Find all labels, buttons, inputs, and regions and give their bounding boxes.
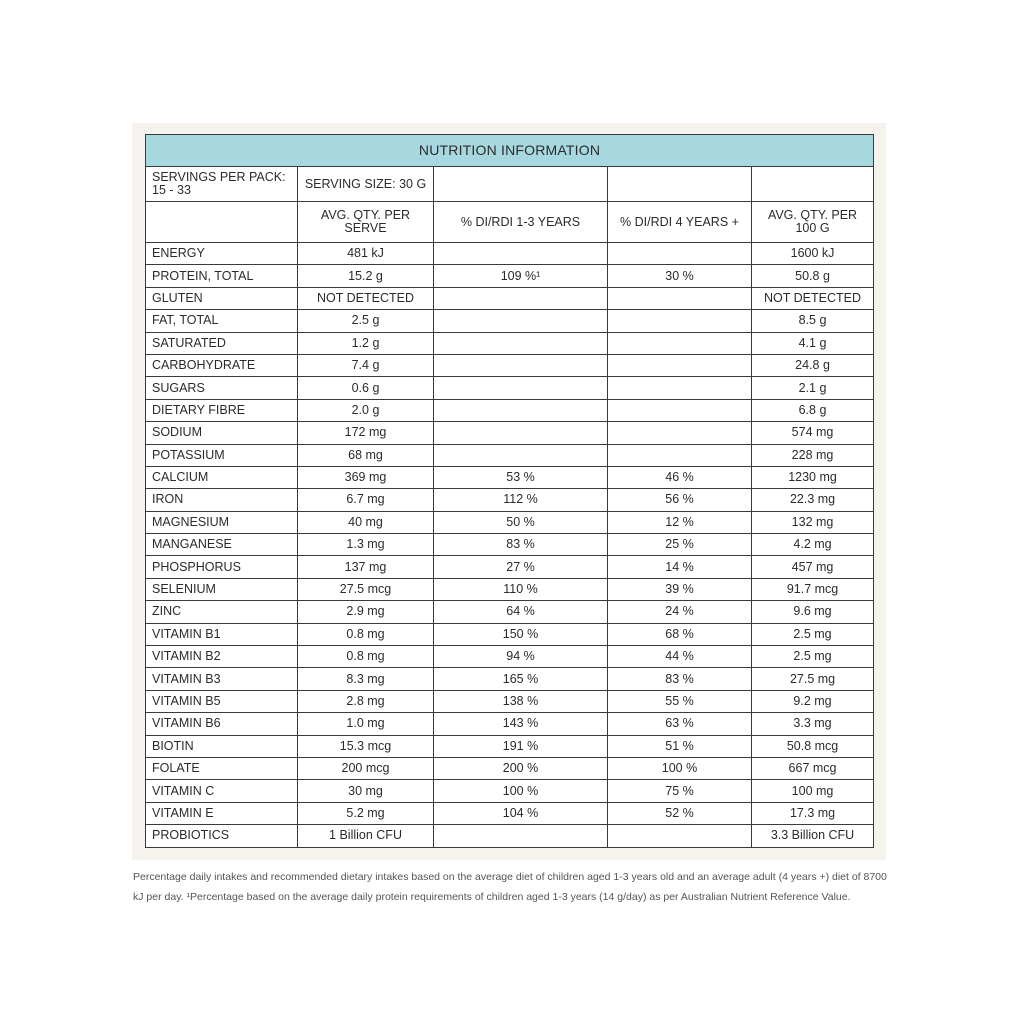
rdi-1-3-years-value [434, 287, 608, 309]
rdi-4-years-plus-value: 68 % [608, 623, 752, 645]
per-100g-value: 3.3 mg [752, 713, 874, 735]
nutrient-name: PROBIOTICS [146, 825, 298, 847]
rdi-1-3-years-value [434, 310, 608, 332]
rdi-1-3-years-value: 110 % [434, 578, 608, 600]
table-row [146, 690, 874, 712]
per-serve-value: 8.3 mg [298, 668, 434, 690]
rdi-4-years-plus-value [608, 332, 752, 354]
nutrient-name: SATURATED [146, 332, 298, 354]
footnote: Percentage daily intakes and recommended dietary intakes based on the average diet of children aged 1-3 years old and an average adult (4 years +) diet of 8700 kJ per day. ¹Percentage based on the average daily protein requirements of children aged 1-3 years (14 g/day) as per Australian Nutrient Reference Value. [133, 871, 887, 903]
per-100g-value: 2.1 g [752, 377, 874, 399]
serving-size: SERVING SIZE: 30 G [298, 167, 434, 202]
rdi-1-3-years-value: 53 % [434, 466, 608, 488]
nutrient-name: ZINC [146, 601, 298, 623]
nutrient-name: CALCIUM [146, 466, 298, 488]
table-row [146, 287, 874, 309]
rdi-1-3-years-value: 191 % [434, 735, 608, 757]
nutrient-name: VITAMIN B6 [146, 713, 298, 735]
per-100g-value: 132 mg [752, 511, 874, 533]
table-row [146, 556, 874, 578]
nutrient-name: FOLATE [146, 757, 298, 779]
nutrient-name: SELENIUM [146, 578, 298, 600]
nutrient-name: MAGNESIUM [146, 511, 298, 533]
per-100g-value: 9.6 mg [752, 601, 874, 623]
rdi-4-years-plus-value [608, 399, 752, 421]
rdi-4-years-plus-value [608, 825, 752, 847]
rdi-4-years-plus-value: 52 % [608, 802, 752, 824]
per-100g-value: 667 mcg [752, 757, 874, 779]
per-serve-value: 68 mg [298, 444, 434, 466]
column-header-per-serve: AVG. QTY. PER SERVE [298, 202, 434, 243]
table-row [146, 802, 874, 824]
per-serve-value: 15.2 g [298, 265, 434, 287]
rdi-1-3-years-value: 94 % [434, 646, 608, 668]
table-row [146, 265, 874, 287]
per-serve-value: 15.3 mcg [298, 735, 434, 757]
per-serve-value: 0.6 g [298, 377, 434, 399]
nutrient-name: VITAMIN E [146, 802, 298, 824]
rdi-1-3-years-value: 165 % [434, 668, 608, 690]
per-serve-value: 0.8 mg [298, 623, 434, 645]
rdi-4-years-plus-value: 56 % [608, 489, 752, 511]
per-100g-value: 228 mg [752, 444, 874, 466]
table-row [146, 713, 874, 735]
per-100g-value: 4.2 mg [752, 534, 874, 556]
nutrition-information-table [145, 134, 874, 848]
rdi-4-years-plus-value [608, 422, 752, 444]
table-row [146, 578, 874, 600]
per-serve-value: 1.0 mg [298, 713, 434, 735]
rdi-4-years-plus-value: 30 % [608, 265, 752, 287]
rdi-4-years-plus-value: 39 % [608, 578, 752, 600]
nutrient-name: GLUTEN [146, 287, 298, 309]
rdi-4-years-plus-value [608, 377, 752, 399]
per-serve-value: 30 mg [298, 780, 434, 802]
rdi-1-3-years-value: 109 %¹ [434, 265, 608, 287]
rdi-1-3-years-value [434, 377, 608, 399]
rdi-1-3-years-value [434, 422, 608, 444]
rdi-1-3-years-value: 50 % [434, 511, 608, 533]
table-row [146, 601, 874, 623]
table-row [146, 735, 874, 757]
per-serve-value: 200 mcg [298, 757, 434, 779]
per-serve-value: NOT DETECTED [298, 287, 434, 309]
per-serve-value: 172 mg [298, 422, 434, 444]
per-100g-value: 91.7 mcg [752, 578, 874, 600]
rdi-4-years-plus-value: 46 % [608, 466, 752, 488]
rdi-4-years-plus-value [608, 243, 752, 265]
rdi-1-3-years-value: 150 % [434, 623, 608, 645]
table-row [146, 646, 874, 668]
nutrient-name: POTASSIUM [146, 444, 298, 466]
rdi-4-years-plus-value: 55 % [608, 690, 752, 712]
rdi-4-years-plus-value: 25 % [608, 534, 752, 556]
table-title: NUTRITION INFORMATION [146, 135, 874, 167]
nutrient-name: SUGARS [146, 377, 298, 399]
per-100g-value: 6.8 g [752, 399, 874, 421]
rdi-1-3-years-value [434, 332, 608, 354]
rdi-4-years-plus-value: 12 % [608, 511, 752, 533]
rdi-4-years-plus-value: 63 % [608, 713, 752, 735]
per-serve-value: 7.4 g [298, 354, 434, 376]
table-row [146, 332, 874, 354]
per-100g-value: 8.5 g [752, 310, 874, 332]
rdi-1-3-years-value: 100 % [434, 780, 608, 802]
per-serve-value: 2.8 mg [298, 690, 434, 712]
per-100g-value: NOT DETECTED [752, 287, 874, 309]
table-row [146, 399, 874, 421]
nutrient-name: VITAMIN B3 [146, 668, 298, 690]
rdi-4-years-plus-value: 75 % [608, 780, 752, 802]
nutrient-name: VITAMIN B1 [146, 623, 298, 645]
per-100g-value: 27.5 mg [752, 668, 874, 690]
per-100g-value: 574 mg [752, 422, 874, 444]
rdi-4-years-plus-value [608, 444, 752, 466]
per-100g-value: 9.2 mg [752, 690, 874, 712]
per-100g-value: 457 mg [752, 556, 874, 578]
per-100g-value: 100 mg [752, 780, 874, 802]
per-100g-value: 17.3 mg [752, 802, 874, 824]
rdi-1-3-years-value: 27 % [434, 556, 608, 578]
table-row [146, 780, 874, 802]
column-header-per-100g: AVG. QTY. PER 100 G [752, 202, 874, 243]
per-100g-value: 4.1 g [752, 332, 874, 354]
per-serve-value: 369 mg [298, 466, 434, 488]
rdi-1-3-years-value: 138 % [434, 690, 608, 712]
table-row [146, 377, 874, 399]
per-serve-value: 1.3 mg [298, 534, 434, 556]
per-serve-value: 2.0 g [298, 399, 434, 421]
per-serve-value: 1 Billion CFU [298, 825, 434, 847]
table-row [146, 534, 874, 556]
per-serve-value: 481 kJ [298, 243, 434, 265]
table-row [146, 243, 874, 265]
rdi-1-3-years-value [434, 825, 608, 847]
rdi-4-years-plus-value [608, 287, 752, 309]
empty-cell [434, 167, 608, 202]
per-serve-value: 0.8 mg [298, 646, 434, 668]
column-header-nutrient [146, 202, 298, 243]
nutrient-name: PHOSPHORUS [146, 556, 298, 578]
rdi-1-3-years-value: 143 % [434, 713, 608, 735]
rdi-1-3-years-value [434, 354, 608, 376]
per-100g-value: 50.8 g [752, 265, 874, 287]
per-serve-value: 40 mg [298, 511, 434, 533]
table-row [146, 668, 874, 690]
table-row [146, 422, 874, 444]
rdi-4-years-plus-value: 83 % [608, 668, 752, 690]
rdi-4-years-plus-value: 44 % [608, 646, 752, 668]
table-row [146, 444, 874, 466]
per-100g-value: 50.8 mcg [752, 735, 874, 757]
nutrient-name: DIETARY FIBRE [146, 399, 298, 421]
per-100g-value: 22.3 mg [752, 489, 874, 511]
servings-per-pack: SERVINGS PER PACK: 15 - 33 [146, 167, 298, 202]
table-row [146, 354, 874, 376]
rdi-1-3-years-value: 112 % [434, 489, 608, 511]
per-100g-value: 1230 mg [752, 466, 874, 488]
rdi-1-3-years-value: 104 % [434, 802, 608, 824]
nutrient-name: FAT, TOTAL [146, 310, 298, 332]
per-serve-value: 2.9 mg [298, 601, 434, 623]
nutrient-name: ENERGY [146, 243, 298, 265]
rdi-1-3-years-value [434, 399, 608, 421]
rdi-4-years-plus-value: 14 % [608, 556, 752, 578]
table-row [146, 623, 874, 645]
per-serve-value: 6.7 mg [298, 489, 434, 511]
column-header-rdi-1-3-years: % DI/RDI 1-3 YEARS [434, 202, 608, 243]
table-row [146, 466, 874, 488]
rdi-1-3-years-value: 83 % [434, 534, 608, 556]
rdi-4-years-plus-value: 100 % [608, 757, 752, 779]
per-serve-value: 27.5 mcg [298, 578, 434, 600]
per-serve-value: 1.2 g [298, 332, 434, 354]
table-row [146, 825, 874, 847]
empty-cell [608, 167, 752, 202]
nutrient-name: PROTEIN, TOTAL [146, 265, 298, 287]
nutrient-name: BIOTIN [146, 735, 298, 757]
rdi-4-years-plus-value: 24 % [608, 601, 752, 623]
per-serve-value: 2.5 g [298, 310, 434, 332]
per-100g-value: 1600 kJ [752, 243, 874, 265]
table-row [146, 489, 874, 511]
per-serve-value: 137 mg [298, 556, 434, 578]
rdi-1-3-years-value: 200 % [434, 757, 608, 779]
table-row [146, 757, 874, 779]
per-100g-value: 3.3 Billion CFU [752, 825, 874, 847]
rdi-4-years-plus-value [608, 310, 752, 332]
rdi-1-3-years-value [434, 444, 608, 466]
rdi-4-years-plus-value [608, 354, 752, 376]
nutrient-name: VITAMIN B5 [146, 690, 298, 712]
nutrient-name: VITAMIN C [146, 780, 298, 802]
per-100g-value: 2.5 mg [752, 623, 874, 645]
per-100g-value: 24.8 g [752, 354, 874, 376]
nutrient-name: MANGANESE [146, 534, 298, 556]
table-row [146, 511, 874, 533]
rdi-1-3-years-value [434, 243, 608, 265]
nutrient-name: VITAMIN B2 [146, 646, 298, 668]
table-row [146, 310, 874, 332]
per-serve-value: 5.2 mg [298, 802, 434, 824]
nutrient-name: IRON [146, 489, 298, 511]
nutrient-name: CARBOHYDRATE [146, 354, 298, 376]
empty-cell [752, 167, 874, 202]
per-100g-value: 2.5 mg [752, 646, 874, 668]
nutrient-name: SODIUM [146, 422, 298, 444]
column-header-rdi-4-years-plus: % DI/RDI 4 YEARS + [608, 202, 752, 243]
rdi-4-years-plus-value: 51 % [608, 735, 752, 757]
rdi-1-3-years-value: 64 % [434, 601, 608, 623]
